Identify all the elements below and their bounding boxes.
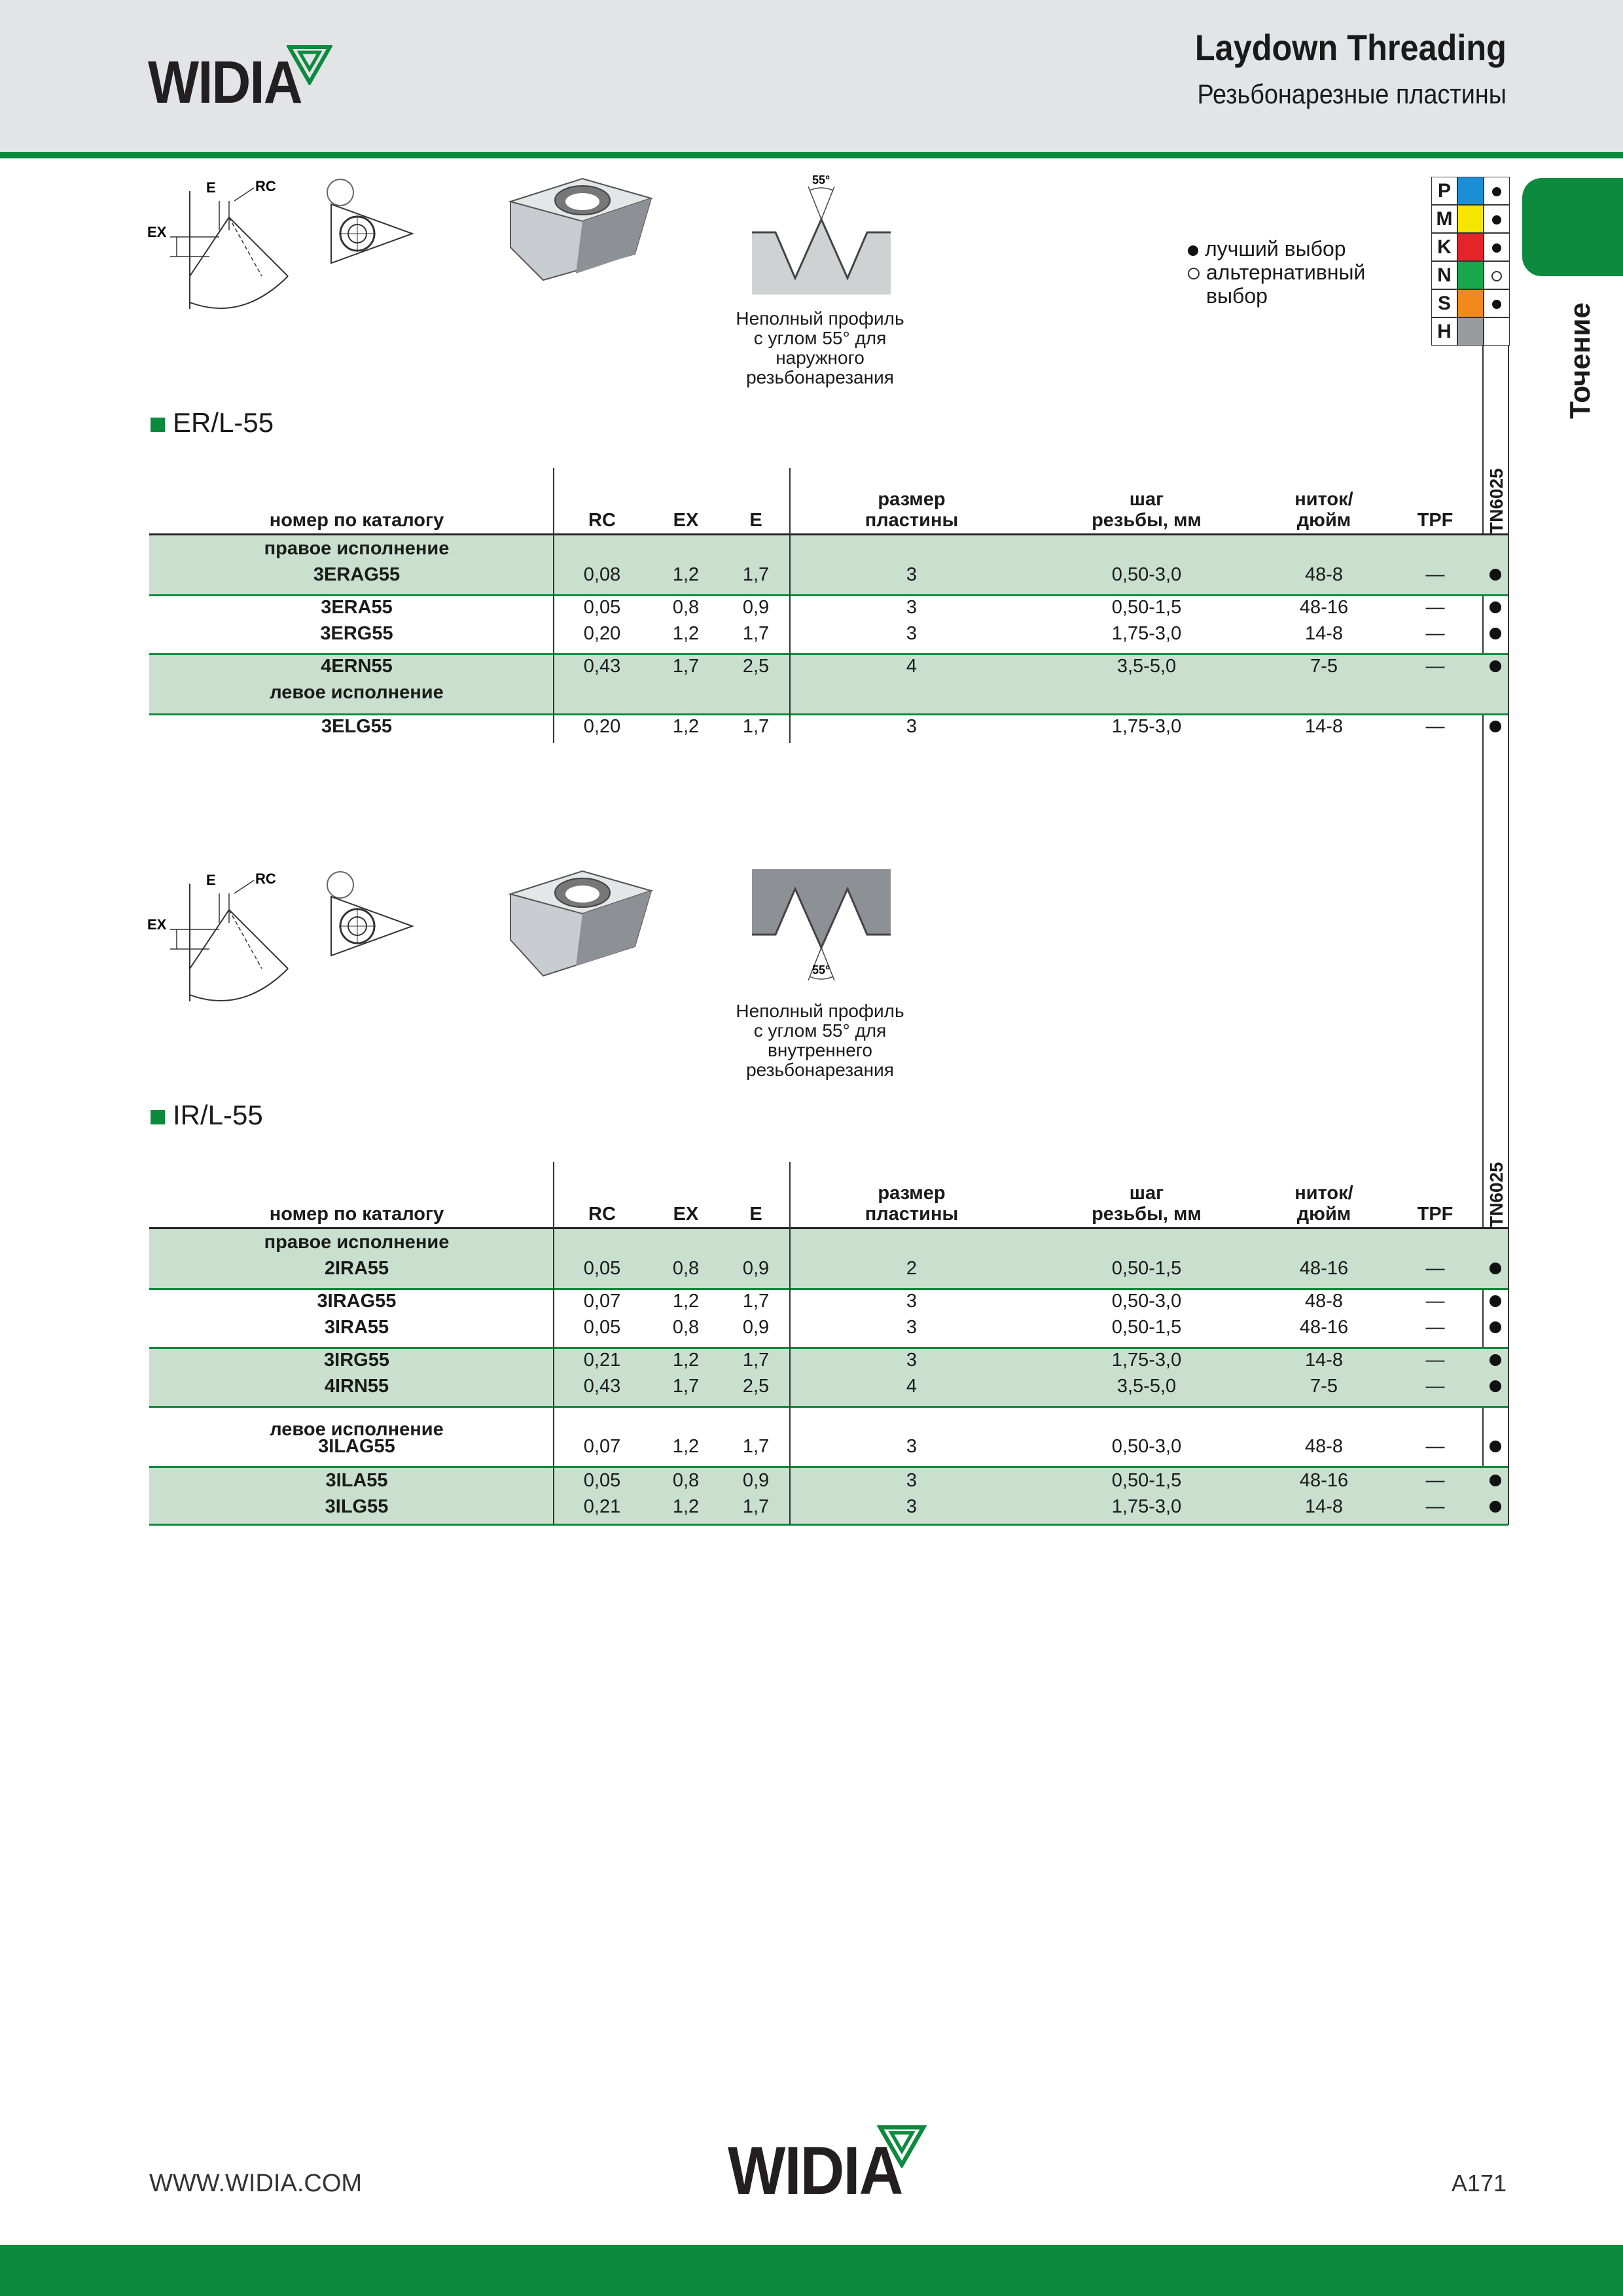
cell-ex: 1,7: [672, 656, 700, 677]
cell-pitch: 0,50-3,0: [1111, 1436, 1182, 1457]
cell-tpf: —: [1425, 597, 1445, 618]
material-mark: [1484, 177, 1510, 205]
label-rc: RC: [255, 178, 276, 194]
footer-widia-logo: [728, 2121, 931, 2209]
legend-alt-line2: выбор: [1206, 284, 1268, 308]
header-e: E: [749, 1204, 762, 1225]
header-size: пластины: [865, 1204, 959, 1225]
header-tpi: дюйм: [1296, 1204, 1351, 1225]
group-label: левое исполнение: [270, 1419, 444, 1440]
caption-line: внутреннего: [768, 1040, 872, 1060]
material-color-swatch: [1457, 233, 1484, 261]
cell-pitch: 0,50-1,5: [1111, 1470, 1182, 1491]
cell-ex: 1,2: [672, 564, 700, 585]
section-marker: [151, 1110, 165, 1124]
cell-size: 4: [906, 1376, 918, 1397]
page-title: Laydown Threading: [1194, 27, 1507, 68]
cell-rc: 0,43: [583, 1376, 621, 1397]
cell-pitch: 0,50-3,0: [1111, 1291, 1182, 1312]
cell-size: 3: [906, 1350, 918, 1371]
header-catalog: номер по каталогу: [269, 510, 444, 531]
cell-e: 1,7: [742, 1436, 770, 1457]
best-choice-dot-icon: [1489, 1475, 1501, 1486]
cell-pitch: 3,5-5,0: [1116, 656, 1177, 677]
legend-best-label: лучший выбор: [1205, 237, 1346, 260]
material-row-h: [1431, 317, 1510, 346]
best-choice-dot-icon: [1489, 601, 1501, 613]
cell-code: 3ILA55: [325, 1470, 388, 1491]
cell-e: 0,9: [742, 597, 770, 618]
header-rc: RC: [588, 1204, 616, 1225]
cell-code: 3ERG55: [320, 623, 393, 644]
logo-triangle-icon: [877, 2125, 927, 2168]
caption-line: с углом 55° для: [753, 1020, 887, 1041]
cell-e: 1,7: [742, 623, 770, 644]
cell-pitch: 1,75-3,0: [1111, 623, 1182, 644]
material-row-m: [1431, 205, 1510, 233]
cell-size: 3: [906, 1436, 918, 1457]
best-choice-dot-icon: [1489, 1321, 1501, 1333]
caption-line: с углом 55° для: [753, 328, 887, 348]
header-pitch: шаг: [1129, 489, 1164, 510]
cell-tpf: —: [1425, 1496, 1445, 1517]
header-size: пластины: [865, 510, 959, 531]
material-color-swatch: [1457, 289, 1484, 317]
header-pitch: резьбы, мм: [1092, 1204, 1202, 1225]
cell-rc: 0,05: [583, 1258, 621, 1279]
internal-geometry-diagram: [144, 870, 294, 1008]
legend-alt: [1188, 260, 1365, 284]
table-vline: [789, 468, 791, 743]
logo-wordmark: WIDIA: [728, 2133, 902, 2209]
header-pitch: шаг: [1129, 1183, 1164, 1204]
cell-tpf: —: [1425, 1258, 1445, 1279]
cell-size: 3: [906, 623, 918, 644]
row-divider: [149, 1406, 1508, 1408]
material-letter: H: [1431, 317, 1457, 346]
header-tpi: ниток/: [1294, 489, 1353, 510]
material-mark: [1484, 205, 1510, 233]
cell-size: 2: [906, 1258, 918, 1279]
best-choice-dot-icon: [1489, 1295, 1501, 1307]
cell-ex: 1,2: [672, 623, 700, 644]
cell-rc: 0,07: [583, 1436, 621, 1457]
header-size: размер: [878, 1183, 946, 1204]
cell-code: 2IRA55: [324, 1258, 389, 1279]
cell-pitch: 0,50-1,5: [1111, 597, 1182, 618]
cell-tpi: 7-5: [1310, 1376, 1338, 1397]
label-rc: RC: [255, 870, 276, 887]
caption-line: Неполный профиль: [736, 1001, 904, 1021]
cell-tpf: —: [1425, 564, 1445, 585]
caption-line: наружного: [776, 348, 865, 368]
cell-pitch: 1,75-3,0: [1111, 716, 1182, 737]
cell-rc: 0,21: [583, 1350, 621, 1371]
insert-3d-image-internal: [504, 868, 654, 982]
material-letter: N: [1431, 261, 1457, 289]
best-choice-dot-icon: [1489, 1441, 1501, 1452]
section-title-text: IR/L-55: [173, 1100, 263, 1130]
cell-code: 3ERA55: [321, 597, 393, 618]
angle-label: 55°: [812, 963, 830, 977]
group-label: правое исполнение: [264, 1232, 450, 1253]
cell-rc: 0,05: [583, 1317, 621, 1338]
footer-bar: [0, 2245, 1623, 2296]
cell-pitch: 1,75-3,0: [1111, 1350, 1182, 1371]
cell-code: 3ILG55: [325, 1496, 389, 1517]
cell-e: 1,7: [742, 564, 770, 585]
cell-code: 3ERAG55: [313, 564, 401, 585]
header-tpi: дюйм: [1296, 510, 1351, 531]
best-choice-dot-icon: [1489, 1263, 1501, 1274]
footer-url[interactable]: WWW.WIDIA.COM: [149, 2170, 363, 2197]
material-color-swatch: [1457, 205, 1484, 233]
cell-tpf: —: [1425, 1291, 1445, 1312]
best-choice-dot-icon: [1492, 300, 1501, 309]
cell-size: 4: [906, 656, 918, 677]
header-tpf: TPF: [1417, 1204, 1454, 1225]
header-ex: EX: [673, 510, 699, 531]
cell-size: 3: [906, 1470, 918, 1491]
row-divider: [149, 653, 1508, 655]
section-title-ir: [151, 1100, 263, 1131]
material-letter: P: [1431, 177, 1457, 205]
cell-e: 1,7: [742, 716, 770, 737]
best-choice-dot-icon: [1489, 1501, 1501, 1513]
cell-e: 1,7: [742, 1496, 770, 1517]
section-tab: [1522, 178, 1623, 276]
cell-ex: 0,8: [672, 597, 700, 618]
material-letter: S: [1431, 289, 1457, 317]
best-choice-dot-icon: [1492, 243, 1501, 253]
cell-code: 3ELG55: [321, 716, 392, 737]
cell-e: 1,7: [742, 1350, 770, 1371]
insert-top-view: [319, 178, 418, 276]
cell-e: 0,9: [742, 1258, 770, 1279]
label-e: E: [206, 872, 216, 888]
label-ex: EX: [147, 916, 167, 933]
cell-e: 1,7: [742, 1291, 770, 1312]
cell-size: 3: [906, 564, 918, 585]
material-mark: [1484, 317, 1510, 346]
cell-code: 3IRAG55: [317, 1291, 397, 1312]
label-ex: EX: [147, 224, 167, 240]
cell-tpi: 14-8: [1304, 1350, 1344, 1371]
cell-tpf: —: [1425, 656, 1445, 677]
cell-pitch: 0,50-3,0: [1111, 564, 1182, 585]
cell-ex: 1,2: [672, 1350, 700, 1371]
page-subtitle: Резьбонарезные пластины: [1197, 79, 1507, 109]
widia-logo: [148, 43, 338, 115]
external-geometry-diagram: [144, 178, 294, 315]
cell-tpf: —: [1425, 1376, 1445, 1397]
cell-tpi: 48-8: [1304, 1291, 1344, 1312]
cell-size: 3: [906, 1291, 918, 1312]
cell-tpf: —: [1425, 1436, 1445, 1457]
material-color-swatch: [1457, 317, 1484, 346]
insert-3d-image: [504, 175, 654, 287]
row-divider: [149, 1347, 1508, 1349]
header-tpi: ниток/: [1294, 1183, 1353, 1204]
material-mark: [1484, 233, 1510, 261]
best-choice-dot-icon: [1492, 215, 1501, 224]
legend-alt-label: альтернативный: [1206, 260, 1366, 284]
cell-rc: 0,08: [583, 564, 621, 585]
cell-pitch: 0,50-1,5: [1111, 1317, 1182, 1338]
cell-size: 3: [906, 1496, 918, 1517]
cell-tpi: 48-8: [1304, 564, 1344, 585]
cell-code: 3IRA55: [324, 1317, 389, 1338]
cell-tpf: —: [1425, 623, 1445, 644]
cell-e: 0,9: [742, 1470, 770, 1491]
logo-triangle-icon: [287, 45, 332, 85]
cell-code: 3ILAG55: [318, 1436, 395, 1457]
logo-wordmark: WIDIA: [148, 49, 302, 116]
cell-tpi: 48-16: [1299, 1258, 1349, 1279]
section1-grade-label: TN6025: [1486, 468, 1507, 533]
best-choice-dot-icon: [1489, 721, 1501, 732]
header-catalog: номер по каталогу: [269, 1204, 444, 1225]
cell-tpi: 48-16: [1299, 1470, 1349, 1491]
best-choice-dot-icon: [1489, 628, 1501, 639]
cell-tpi: 48-8: [1304, 1436, 1344, 1457]
cell-code: 4IRN55: [324, 1376, 389, 1397]
cell-code: 3IRG55: [324, 1350, 389, 1371]
material-mark: [1484, 261, 1510, 289]
cell-size: 3: [906, 716, 918, 737]
insert-top-view-internal: [319, 870, 418, 969]
cell-e: 2,5: [742, 656, 770, 677]
cell-rc: 0,05: [583, 597, 621, 618]
cell-rc: 0,05: [583, 1470, 621, 1491]
cell-rc: 0,43: [583, 656, 621, 677]
cell-pitch: 3,5-5,0: [1116, 1376, 1177, 1397]
cell-tpi: 14-8: [1304, 1496, 1344, 1517]
row-divider: [149, 594, 1508, 596]
cell-tpi: 14-8: [1304, 623, 1344, 644]
header-e: E: [749, 510, 762, 531]
section-title-text: ER/L-55: [173, 407, 274, 438]
internal-thread-profile: [749, 869, 893, 994]
caption-line: резьбонарезания: [746, 1060, 894, 1080]
row-divider: [149, 1466, 1508, 1468]
best-choice-dot-icon: [1492, 187, 1501, 196]
cell-size: 3: [906, 1317, 918, 1338]
table-vline: [553, 468, 554, 743]
group-label: правое исполнение: [264, 538, 450, 559]
cell-size: 3: [906, 597, 918, 618]
cell-ex: 0,8: [672, 1317, 700, 1338]
alternative-choice-circle-icon: [1491, 271, 1502, 281]
cell-code: 4ERN55: [321, 656, 393, 677]
cell-ex: 1,2: [672, 1291, 700, 1312]
table-vline: [553, 1162, 554, 1525]
profile-caption-2: [715, 1001, 925, 1080]
cell-pitch: 1,75-3,0: [1111, 1496, 1182, 1517]
material-color-swatch: [1457, 261, 1484, 289]
header-rc: RC: [588, 510, 616, 531]
best-choice-dot-icon: [1489, 1354, 1501, 1366]
section2-grade-label: TN6025: [1486, 1162, 1507, 1227]
material-color-swatch: [1457, 177, 1484, 205]
group-label: левое исполнение: [270, 682, 444, 703]
cell-tpi: 7-5: [1310, 656, 1338, 677]
page-number: A171: [1451, 2170, 1507, 2197]
best-choice-dot-icon: [1489, 569, 1501, 581]
cell-tpf: —: [1425, 716, 1445, 737]
cell-rc: 0,20: [583, 623, 621, 644]
cell-tpi: 48-16: [1299, 1317, 1349, 1338]
cell-ex: 0,8: [672, 1258, 700, 1279]
row-divider: [149, 713, 1508, 715]
header-rule: [0, 152, 1623, 158]
header-ex: EX: [673, 1204, 699, 1225]
cell-e: 2,5: [742, 1376, 770, 1397]
material-letter: M: [1431, 205, 1457, 233]
cell-ex: 0,8: [672, 1470, 700, 1491]
material-mark: [1484, 289, 1510, 317]
side-tab-label: Точение: [1564, 302, 1596, 419]
best-choice-dot-icon: [1489, 660, 1501, 672]
cell-rc: 0,20: [583, 716, 621, 737]
cell-rc: 0,21: [583, 1496, 621, 1517]
header-size: размер: [878, 489, 946, 510]
external-thread-profile: [749, 173, 893, 298]
cell-ex: 1,2: [672, 716, 700, 737]
cell-ex: 1,7: [672, 1376, 700, 1397]
header-tpf: TPF: [1417, 510, 1454, 531]
cell-tpf: —: [1425, 1350, 1445, 1371]
legend-best: [1188, 237, 1365, 260]
material-row-s: [1431, 289, 1510, 317]
cell-tpf: —: [1425, 1317, 1445, 1338]
cell-rc: 0,07: [583, 1291, 621, 1312]
label-e: E: [206, 179, 216, 196]
cell-tpi: 48-16: [1299, 597, 1349, 618]
best-choice-dot-icon: [1489, 1380, 1501, 1392]
row-divider: [149, 1288, 1508, 1290]
cell-tpf: —: [1425, 1470, 1445, 1491]
material-row-k: [1431, 233, 1510, 261]
caption-line: Неполный профиль: [736, 308, 904, 329]
cell-tpi: 14-8: [1304, 716, 1344, 737]
legend: [1188, 237, 1365, 308]
caption-line: резьбонарезания: [746, 367, 894, 387]
material-letter: K: [1431, 233, 1457, 261]
cell-ex: 1,2: [672, 1436, 700, 1457]
header-pitch: резьбы, мм: [1092, 510, 1202, 531]
table-vline: [789, 1162, 791, 1525]
cell-e: 0,9: [742, 1317, 770, 1338]
cell-pitch: 0,50-1,5: [1111, 1258, 1182, 1279]
angle-label: 55°: [812, 173, 830, 187]
section-marker: [151, 418, 165, 432]
section-title-er: [151, 407, 274, 439]
profile-caption-1: [715, 309, 925, 387]
row-divider: [149, 1524, 1508, 1526]
material-row-n: [1431, 261, 1510, 289]
cell-ex: 1,2: [672, 1496, 700, 1517]
material-row-p: [1431, 177, 1510, 205]
